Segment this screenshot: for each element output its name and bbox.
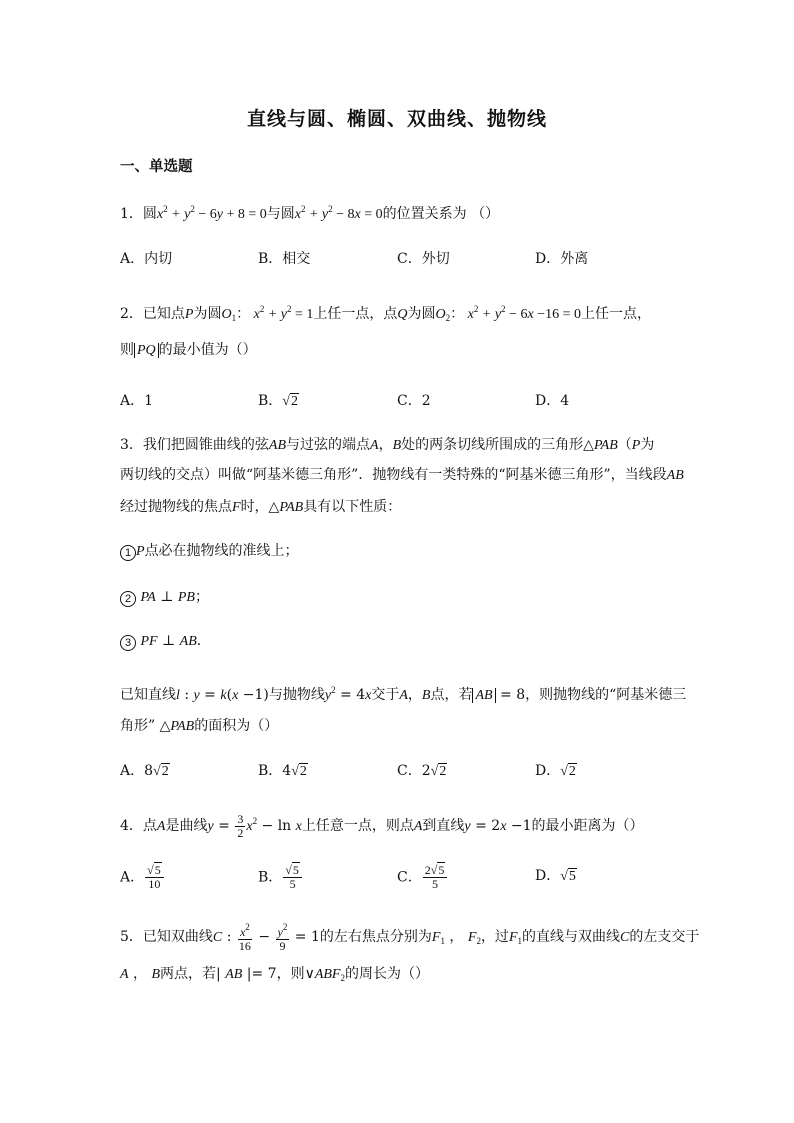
q4-option-d[interactable]: D．√5 bbox=[535, 868, 576, 884]
question-3-text-line2: 两切线的交点）叫做“阿基米德三角形”．抛物线有一类特殊的“阿基米德三角形”，当线段AB bbox=[120, 467, 684, 483]
q3-option-a[interactable]: A．8√2 bbox=[120, 763, 169, 779]
question-3-property-2: 2 PA ⊥ PB； bbox=[120, 587, 209, 608]
page-title: 直线与圆、椭圆、双曲线、抛物线 bbox=[246, 108, 547, 130]
q1-option-d[interactable]: D．外离 bbox=[535, 251, 589, 267]
q3-option-b[interactable]: B．4√2 bbox=[258, 763, 307, 779]
question-2-text-line2: 则 PQ 的最小值为（） bbox=[120, 342, 257, 358]
q2-option-a[interactable]: A．1 bbox=[120, 393, 154, 409]
q3-option-c[interactable]: C．2√2 bbox=[397, 763, 447, 779]
q2-option-d[interactable]: D．4 bbox=[535, 393, 570, 409]
question-3-text-line3: 经过抛物线的焦点F时，△PAB具有以下性质： bbox=[120, 499, 402, 515]
section-heading: 一、单选题 bbox=[120, 158, 193, 175]
question-3-property-3: 3 PF ⊥ AB． bbox=[120, 631, 211, 652]
question-3-text-line4: 已知直线l : y = k(x −1)与抛物线$y^2 = 4x$交于A，B点，若 AB = 8，则抛物线的“阿基米德三 bbox=[120, 685, 687, 703]
q4-option-a[interactable]: A． $\frac{√5}{10}$ bbox=[120, 864, 165, 891]
q1-option-c[interactable]: C．外切 bbox=[397, 251, 450, 267]
question-5-text-line2: A ， B两点，若| AB |= 7，则$\vee ABF_2$的周长为（） bbox=[120, 966, 429, 983]
question-3-property-1: 1 P点必在抛物线的准线上； bbox=[120, 541, 299, 562]
question-2-text-line1: 2．已知点P为圆$O_1$： $x^2 + y^2 = 1$上任一点，点Q为圆$O_2$： $x^2 + y^2 - 6x -16 = 0$上任一点， bbox=[120, 304, 651, 323]
q1-option-a[interactable]: A．内切 bbox=[120, 251, 173, 267]
q2-option-b[interactable]: B．√2 bbox=[258, 393, 298, 409]
question-4-text: 4．点A是曲线y = $\frac{3}{2}$ $x^2 - \ln x$上任意一点，则点A到直线y = 2x −1的最小距离为（） bbox=[120, 811, 644, 840]
question-3-text-line1: 3．我们把圆锥曲线的弦AB与过弦的端点A，B处的两条切线所围成的三角形△PAB（P为 bbox=[120, 437, 655, 453]
q4-option-c[interactable]: C． $\frac{2√5}{5}$ bbox=[397, 864, 448, 891]
question-5-text-line1: 5．已知双曲线C : $\frac{x^2}{16}$ − $\frac{y^2}{9}$ = 1的左右焦点分别为$F_1$ ， $F_2$，过$F_1$的直线与双曲线C的左支交于 bbox=[120, 922, 700, 953]
q2-option-c[interactable]: C．2 bbox=[397, 393, 431, 409]
question-3-text-line5: 角形” △PAB的面积为（） bbox=[120, 718, 279, 734]
q1-option-b[interactable]: B．相交 bbox=[258, 251, 311, 267]
q4-option-b[interactable]: B． $\frac{√5}{5}$ bbox=[258, 864, 303, 891]
question-1-text: 1．圆$x^2 + y^2 - 6y + 8 = 0$与圆$x^2 + y^2 - 8x = 0$的位置关系为 （） bbox=[120, 204, 500, 222]
q3-option-d[interactable]: D．√2 bbox=[535, 763, 576, 779]
